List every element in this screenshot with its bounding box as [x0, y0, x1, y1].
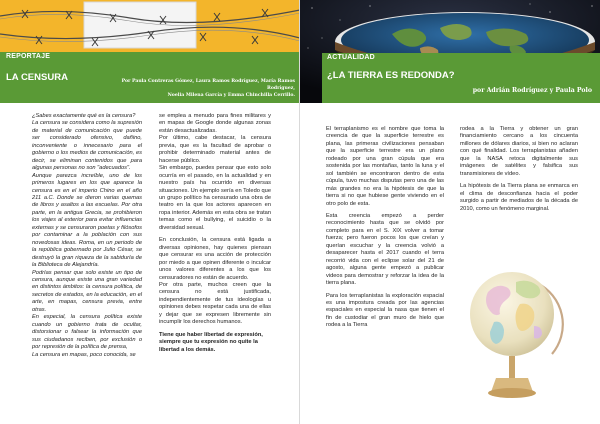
paragraph: En conclusión, la censura está ligada a diversas opiniones, hay quienes piensan que censurar es una acción de protección por miedo a que opinen diferente o inculcar unos valores diferentes a los que los censuradores no están de acuerdo. [159, 237, 271, 281]
credit-line: Noelia Milena García y Emma Chinchilla Cerrillo. [167, 93, 295, 99]
section-kicker: ACTUALIDAD [327, 54, 375, 61]
paragraph: Sin embargo, puedes pensar que esto solo ocurría en el pasado, en la actualidad y en nuestro país ha ocurrido en diversas situaciones. Un ejemplo sería en Toledo que un grupo político ha censurado una obra de teatro en la que los actores aparecen en ropa interior. Además en esta obra se tratan temas como el bullying, el suicidio o la diversidad sexual. [159, 165, 271, 231]
section-kicker: REPORTAJE [6, 53, 51, 60]
paragraph: rodea a la Tierra y obtener un gran financiamiento cercano a los cincuenta millones de dólares diarios, si bien no aclaran con qué finalidad. Los terraplanistas añaden que la NASA retoca digitalmente sus imágenes de satélites y falsifica sus transmisiones de vídeo. [460, 126, 578, 177]
article-column-2 [159, 113, 271, 359]
article-credit [95, 78, 295, 100]
credit-line: Por Paula Contreras Gómez, Laura Ramos Rodríguez, María Ramos Rodríguez, [121, 79, 295, 92]
article-column-1 [326, 126, 444, 335]
paragraph: La censura en mapas, poco conocida, se [32, 351, 136, 358]
paragraph: Para los terraplanistas la exploración espacial es una impostura creada por las agencias espaciales en especial la nasa que tienen el fin de custodiar el gran muro de hielo que rodea a la Tierra [326, 292, 444, 329]
article-credit: por Adrián Rodríguez y Paula Polo [472, 87, 592, 94]
globe-icon [460, 252, 568, 418]
article-title: ¿LA TIERRA ES REDONDA? [327, 70, 455, 81]
paragraph: La censura se considera como la supresión de material de comunicación que puede ser considerado ofensivo, dañino, inconveniente o innecesario para el gobierno o los medios de comunicación, es decir, se eliminan contenidos que para algunas personas no son "adecuados". [32, 120, 142, 172]
paragraph: Esta creencia empezó a perder reconocimiento hasta que se olvidó por completo para en el S. XIX volver a tomar fuerza; pero fueron pocos los que creían y querían escuchar y la creencia volvió a desaparecer hasta el 2017 cuando el terra recorrió vida con el eclipse solar del 21 de agosto, alguna gente empezó a publicar videos para demostrar y reforzar la idea de la tierra plana. [326, 212, 444, 287]
paragraph: se emplea a menudo para fines militares y en mapas de Google donde algunas zonas están desactualizadas. [159, 113, 271, 134]
paragraph: ¿Sabes exactamente qué es la censura? [32, 113, 136, 119]
paragraph: En especial, la censura política existe cuando un gobierno trata de ocultar, distorsionar o falsear la información que sus ciudadanos reciben, por exclusión o por represión de la política de prensa, [32, 314, 142, 351]
paragraph: Aunque parezca increíble, uno de los primeros lugares en los que aparece la censura es en el imperio Chino en el año 211 a.C. Donde se dieron varias quemas de libros y asaltos a las escuelas. Por otra parte, en la antigua Grecia, se prohibieron los viajes al exterior para evitar influencias externas y se censuraron poetas y filósofos por contaminar a la población con sus novedosas ideas. Roma, en un periodo de la república gobernado por Julio César, se destruyó la gran riqueza de la sabiduría de la Biblioteca de Alejandría. [32, 172, 142, 269]
paragraph: Por último, cabe destacar, la censura previa, que es la facultad de aprobar o prohibir determinado material antes de hacerse público. [159, 135, 271, 164]
barbed-wire-icon [0, 0, 300, 52]
barbed-wire-photo [0, 0, 300, 52]
paragraph: El terraplanismo es el nombre que toma la creencia de que la superficie terrestre es plana, las primeras civilizaciones pensaban que la superficie terrestre era un plano rodeado por una gran cúpula que era sostenida por las montañas, tanto la luna y el sol también se encontraron dentro de esta cúpula, tuvo muchas disputas pero una de las más grandes no era la hipótesis de que la tierra si no que hubiese gente viviendo en el otro polo de esta. [326, 126, 444, 207]
article-column-2 [460, 126, 578, 218]
paragraph: Podrías pensar que solo existe un tipo de censura, aunque existe una gran variedad en distintos ámbitos: la censura política, de secretos de estados, en la educación, en el arte, en mapas, censura previa, entre otras. [32, 269, 142, 313]
article-title: LA CENSURA [6, 72, 68, 83]
article-column-1 [32, 113, 142, 359]
right-page [300, 0, 600, 424]
paragraph: Por otra parte, muchos creen que la censura no está justificada, independientemente de tus ideologías u opiniones debes respetar cada una de ellas y dejar que se expresen libremente sin incumplir los derechos humanos. [159, 281, 271, 326]
paragraph: La hipótesis de la Tierra plana se enmarca en el clima de desconfianza hacia el poder surgido a partir de mediados de la década de 2010, como un fenómeno marginal. [460, 183, 578, 212]
closing-statement: Tiene que haber libertad de expresión, siempre que tu expresión no quite la libertad a los demás. [159, 331, 263, 353]
